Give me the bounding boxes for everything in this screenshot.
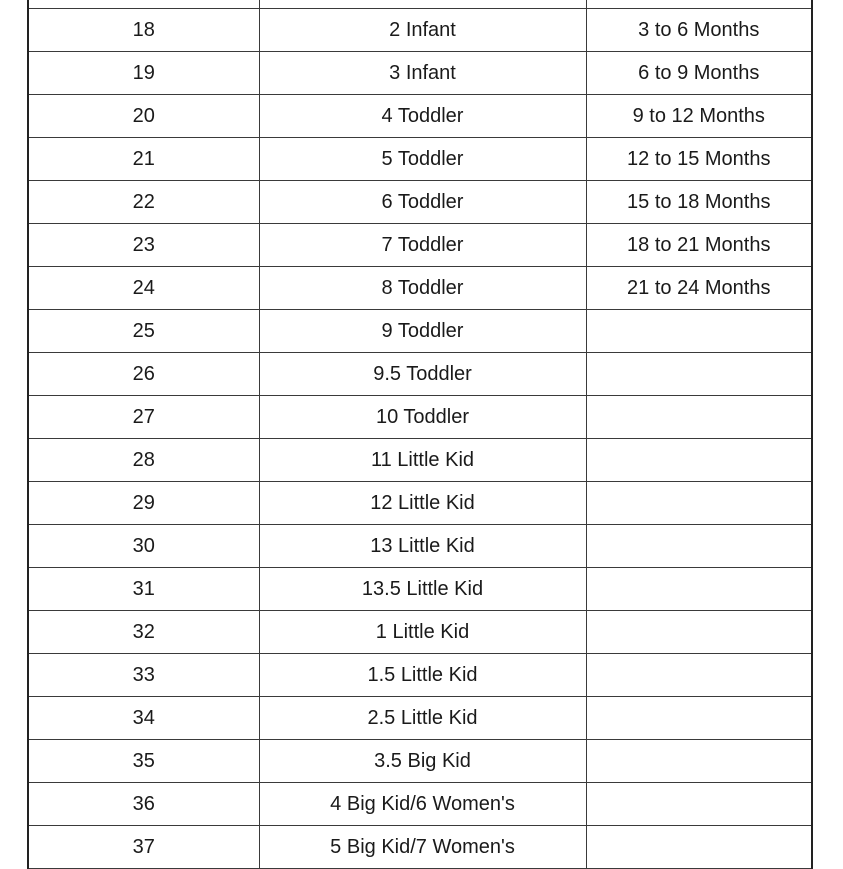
age-range-cell: 9 to 12 Months (586, 95, 812, 138)
size-number-cell: 23 (28, 224, 259, 267)
age-range-cell: 12 to 15 Months (586, 138, 812, 181)
age-range-cell (586, 482, 812, 525)
size-number-cell: 34 (28, 697, 259, 740)
size-number-cell: 33 (28, 654, 259, 697)
table-row (28, 826, 812, 869)
shoe-size-cell: 13.5 Little Kid (259, 568, 586, 611)
age-range-cell: 3 to 6 Months (586, 9, 812, 52)
table-row (28, 439, 812, 482)
age-range-cell (586, 611, 812, 654)
table-row (28, 783, 812, 826)
age-range-cell (586, 826, 812, 869)
age-range-cell (586, 783, 812, 826)
shoe-size-cell: 2.5 Little Kid (259, 697, 586, 740)
size-number-cell: 25 (28, 310, 259, 353)
age-range-cell (586, 654, 812, 697)
age-range-cell: 15 to 18 Months (586, 181, 812, 224)
size-number-cell: 24 (28, 267, 259, 310)
table-row (28, 396, 812, 439)
age-range-cell (586, 525, 812, 568)
shoe-size-cell: 9 Toddler (259, 310, 586, 353)
age-range-cell (586, 697, 812, 740)
size-number-cell: 19 (28, 52, 259, 95)
table-row (28, 740, 812, 783)
age-range-cell (586, 0, 812, 9)
size-number-cell: 28 (28, 439, 259, 482)
shoe-size-cell: 3.5 Big Kid (259, 740, 586, 783)
shoe-size-cell: 11 Little Kid (259, 439, 586, 482)
size-number-cell: 37 (28, 826, 259, 869)
shoe-size-cell: 13 Little Kid (259, 525, 586, 568)
shoe-size-cell: 12 Little Kid (259, 482, 586, 525)
size-number-cell: 35 (28, 740, 259, 783)
age-range-cell (586, 740, 812, 783)
table-row (28, 9, 812, 52)
table-row (28, 267, 812, 310)
shoe-size-cell: 5 Big Kid/7 Women's (259, 826, 586, 869)
shoe-size-cell: 1.5 Little Kid (259, 654, 586, 697)
shoe-size-cell: 10 Toddler (259, 396, 586, 439)
size-number-cell: 22 (28, 181, 259, 224)
shoe-size-cell: 1 Little Kid (259, 611, 586, 654)
age-range-cell (586, 439, 812, 482)
size-number-cell: 18 (28, 9, 259, 52)
size-number-cell: 31 (28, 568, 259, 611)
table-row (28, 0, 812, 9)
shoe-size-cell: 8 Toddler (259, 267, 586, 310)
size-number-cell (28, 0, 259, 9)
size-chart-table (27, 0, 813, 869)
size-number-cell: 26 (28, 353, 259, 396)
size-number-cell: 30 (28, 525, 259, 568)
size-number-cell: 36 (28, 783, 259, 826)
table-row (28, 95, 812, 138)
table-row (28, 568, 812, 611)
shoe-size-cell: 3 Infant (259, 52, 586, 95)
shoe-size-cell: 6 Toddler (259, 181, 586, 224)
age-range-cell: 21 to 24 Months (586, 267, 812, 310)
table-row (28, 482, 812, 525)
size-number-cell: 32 (28, 611, 259, 654)
table-row (28, 611, 812, 654)
shoe-size-cell: 5 Toddler (259, 138, 586, 181)
age-range-cell (586, 353, 812, 396)
shoe-size-cell: 4 Big Kid/6 Women's (259, 783, 586, 826)
table-row (28, 525, 812, 568)
table-row (28, 181, 812, 224)
shoe-size-cell: 2 Infant (259, 9, 586, 52)
table-row (28, 138, 812, 181)
size-number-cell: 21 (28, 138, 259, 181)
age-range-cell: 6 to 9 Months (586, 52, 812, 95)
size-number-cell: 29 (28, 482, 259, 525)
table-row (28, 654, 812, 697)
shoe-size-cell: 4 Toddler (259, 95, 586, 138)
age-range-cell (586, 396, 812, 439)
shoe-size-cell: 9.5 Toddler (259, 353, 586, 396)
table-row (28, 52, 812, 95)
table-row (28, 224, 812, 267)
age-range-cell: 18 to 21 Months (586, 224, 812, 267)
table-row (28, 310, 812, 353)
table-row (28, 353, 812, 396)
size-number-cell: 27 (28, 396, 259, 439)
age-range-cell (586, 310, 812, 353)
table-row (28, 697, 812, 740)
table-body (28, 0, 812, 869)
shoe-size-cell (259, 0, 586, 9)
shoe-size-cell: 7 Toddler (259, 224, 586, 267)
age-range-cell (586, 568, 812, 611)
size-number-cell: 20 (28, 95, 259, 138)
